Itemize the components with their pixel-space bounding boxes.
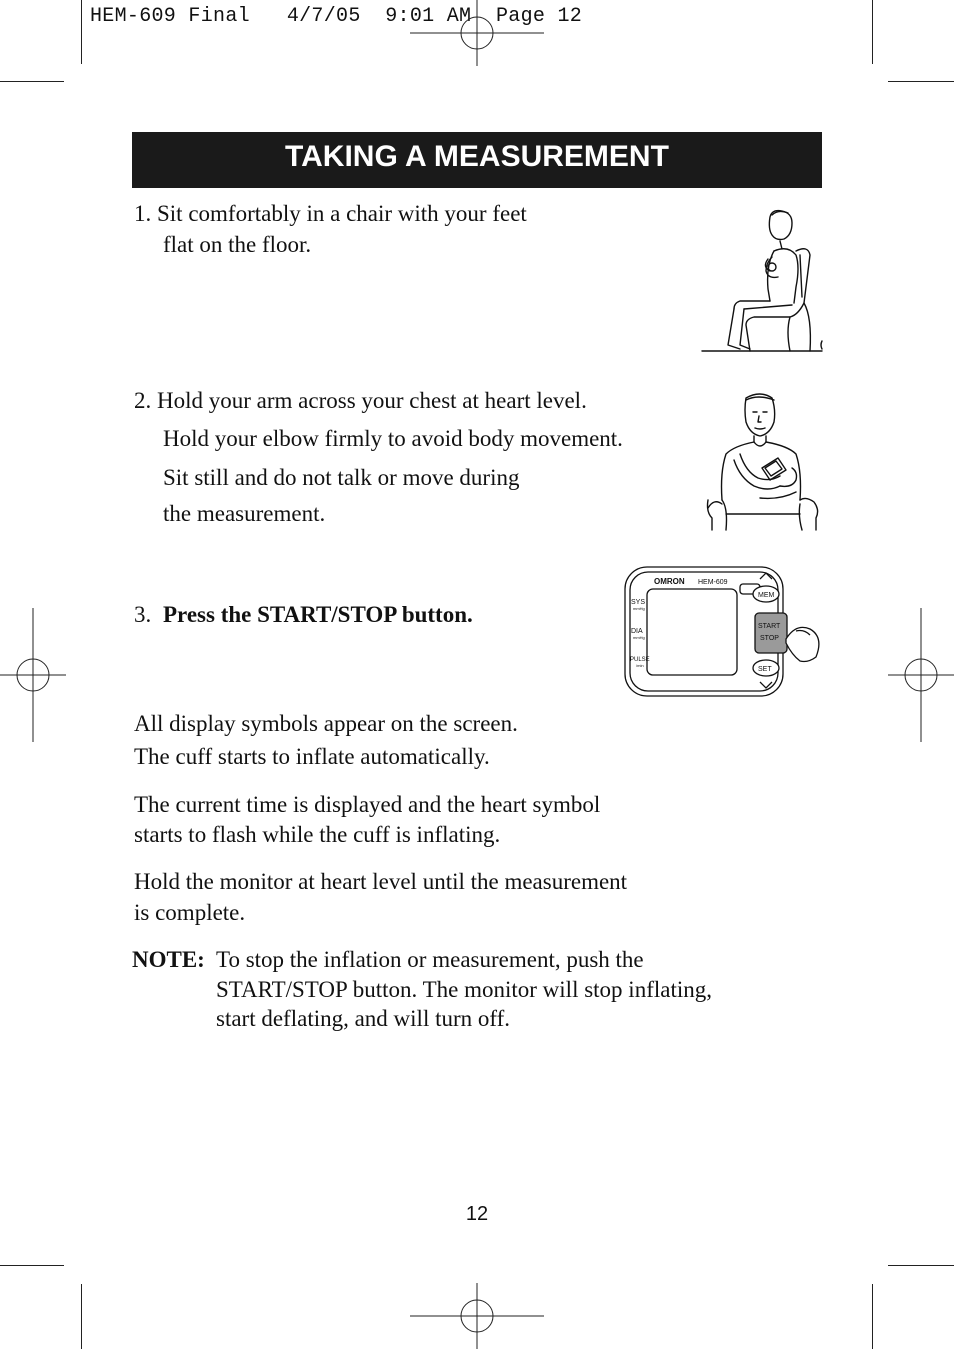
step2-line3: Sit still and do not talk or move during (163, 465, 520, 490)
mem-button-label: MEM (758, 592, 775, 599)
seated-person-illustration (700, 205, 825, 355)
para3-line1: Hold the monitor at heart level until the measurement (134, 869, 628, 894)
monitor-dia-unit: mmHg (633, 635, 645, 640)
registration-mark-top (410, 0, 544, 66)
para2-line2: starts to flash while the cuff is inflating. (134, 822, 501, 847)
step2-line2: Hold your elbow firmly to avoid body movement. (163, 426, 623, 451)
section-title: TAKING A MEASUREMENT (132, 132, 822, 188)
registration-mark-bottom (410, 1283, 544, 1349)
step1-line2: flat on the floor. (163, 232, 312, 257)
note-label: NOTE: (132, 947, 205, 972)
print-slug: HEM-609 Final 4/7/05 9:01 AM Page 12 (90, 5, 583, 28)
monitor-illustration (620, 563, 825, 703)
person-arm-across-chest-illustration (700, 388, 825, 533)
step2-line4: the measurement. (163, 501, 326, 526)
step2-line1: 2. Hold your arm across your chest at heart level. (134, 388, 587, 413)
stop-button-label: STOP (760, 635, 779, 642)
step1-line1: 1. Sit comfortably in a chair with your feet (134, 201, 527, 226)
set-button-label: SET (758, 666, 772, 673)
monitor-sys-unit: mmHg (633, 606, 645, 611)
page-number: 12 (465, 1203, 489, 1225)
monitor-dia-label: DIA (631, 628, 643, 635)
para3-line2: is complete. (134, 900, 246, 925)
para1-line1: All display symbols appear on the screen. (134, 711, 518, 736)
para1-line2: The cuff starts to inflate automatically. (134, 744, 490, 769)
para2-line1: The current time is displayed and the heart symbol (134, 792, 601, 817)
note-line3: start deflating, and will turn off. (216, 1006, 511, 1031)
note-line1: To stop the inflation or measurement, push the (216, 947, 644, 972)
monitor-sys-label: SYS (631, 599, 646, 606)
monitor-pulse-unit: /min (636, 663, 644, 668)
monitor-pulse-label: PULSE (630, 657, 650, 663)
registration-mark-right (888, 608, 954, 742)
step3-number: 3. (134, 602, 152, 627)
registration-mark-left (0, 608, 66, 742)
step3-instruction: Press the START/STOP button. (163, 602, 473, 627)
start-button-label: START (758, 623, 781, 630)
monitor-model: HEM-609 (698, 579, 728, 586)
monitor-brand: OMRON (654, 577, 685, 586)
note-line2: START/STOP button. The monitor will stop inflating, (216, 977, 712, 1002)
